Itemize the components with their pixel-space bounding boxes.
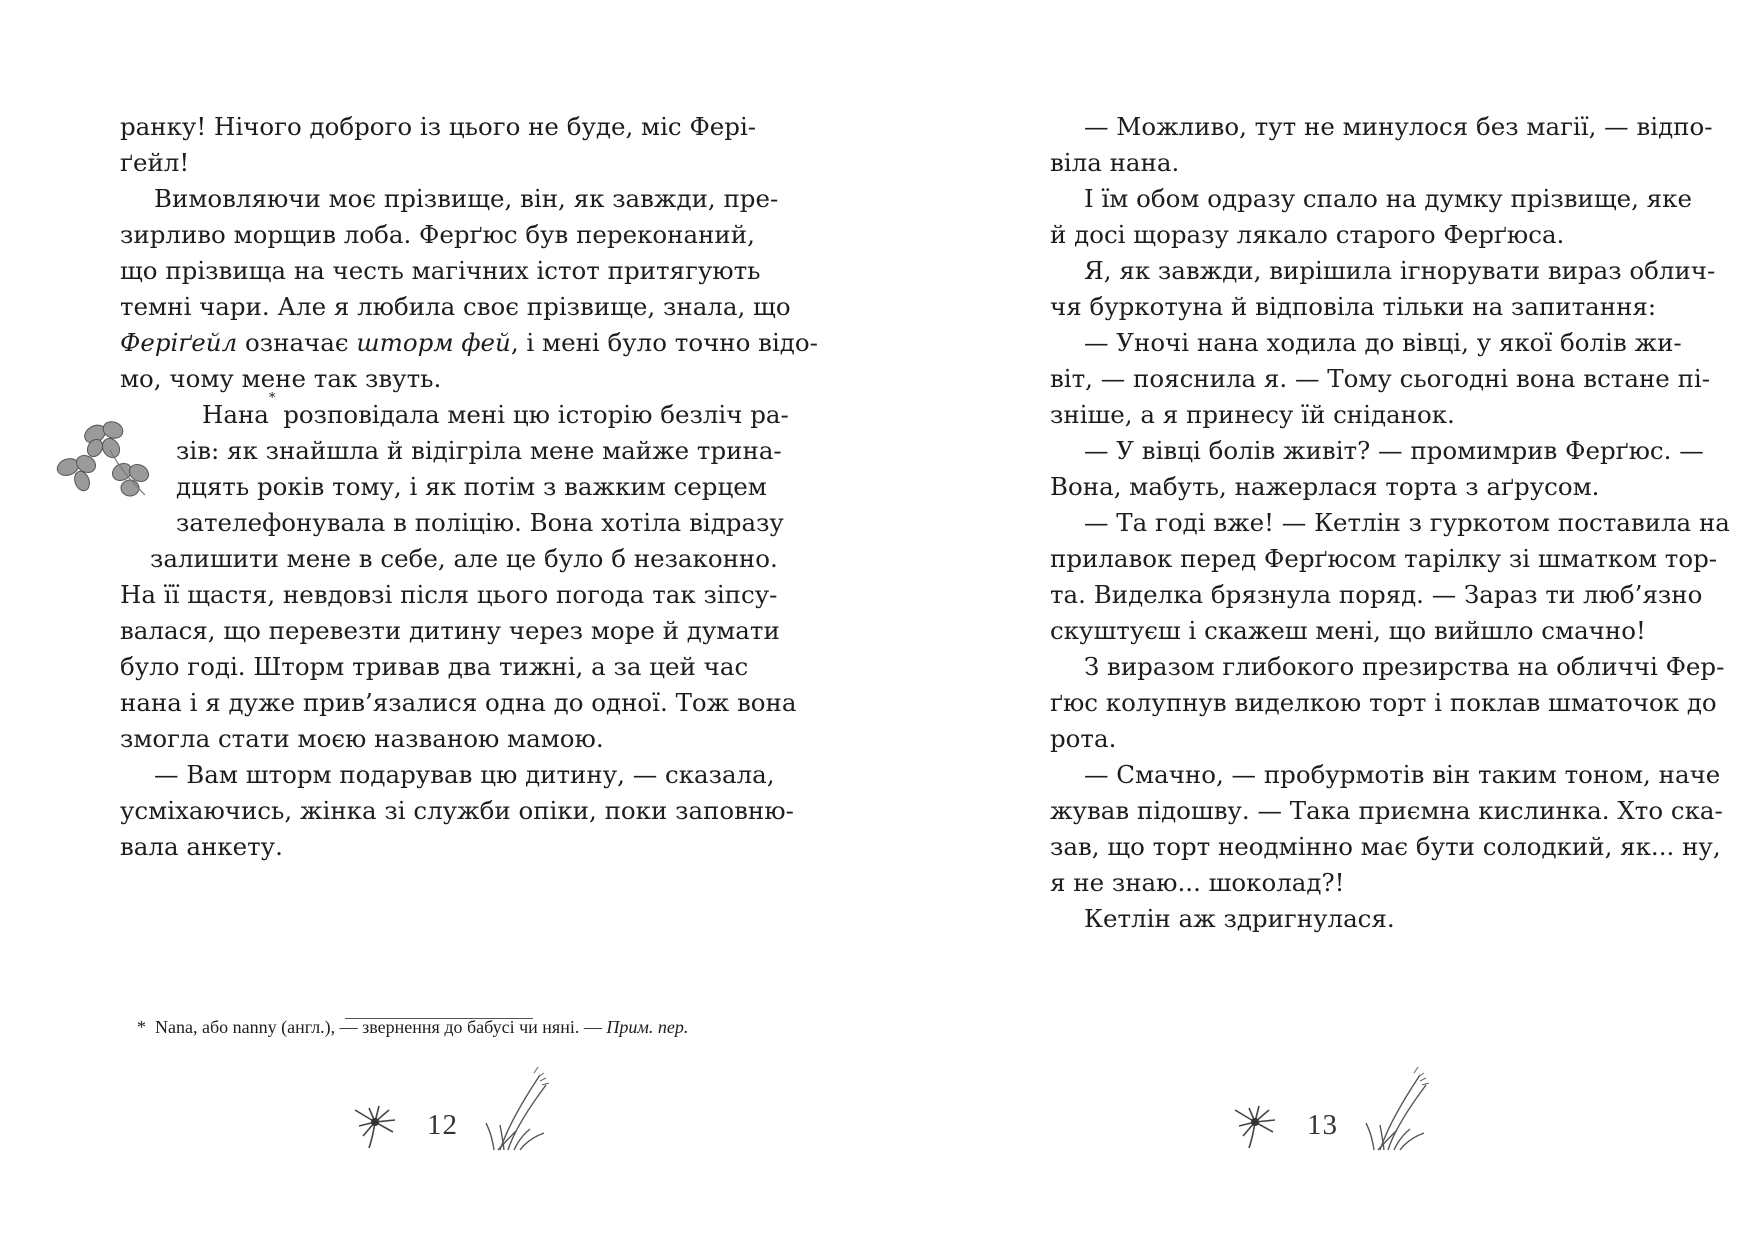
text-line: валася, що перевезти дитину через море й думати [120, 616, 780, 645]
footnote-marker: * [137, 1017, 146, 1037]
text-line: — У вівці болів живіт? — промимрив Ферґюс. — [1084, 436, 1704, 465]
text-line: зав, що торт неодмінно має бути солодкий, як... ну, [1050, 832, 1721, 861]
text-line: нана і я дуже прив’язалися одна до одної. Тож вона [120, 688, 797, 717]
text-fragment: Нана [202, 400, 269, 429]
clover-decoration-icon [50, 410, 170, 510]
text-line: зирливо морщив лоба. Ферґюс був переконаний, [120, 220, 755, 249]
text-line: прилавок перед Ферґюсом тарілку зі шматком тор- [1050, 544, 1718, 573]
text-line: На її щастя, невдовзі після цього погода так зіпсу- [120, 580, 778, 609]
text-line: рота. [1050, 724, 1117, 753]
italic-storm: шторм фей [356, 328, 511, 357]
text-line: ґюс колупнув виделкою торт і поклав шматочок до [1050, 688, 1717, 717]
text-line: зателефонувала в поліцію. Вона хотіла відразу [176, 508, 784, 537]
text-fragment: , і мені було точно відо- [510, 328, 818, 357]
text-line: ранку! Нічого доброго із цього не буде, міс Фері- [120, 112, 757, 141]
text-fragment: означає [245, 328, 349, 357]
page-number: 12 [427, 1108, 458, 1141]
text-line: мо, чому мене так звуть. [120, 364, 442, 393]
text-line: — Можливо, тут не минулося без магії, — відпо- [1084, 112, 1713, 141]
text-line: вала анкету. [120, 832, 283, 861]
text-line: чя буркотуна й відповіла тільки на запитання: [1050, 292, 1657, 321]
text-line [120, 324, 818, 362]
text-line: й досі щоразу лякало старого Ферґюса. [1050, 220, 1565, 249]
footnote-italic: Прим. пер. [606, 1017, 689, 1037]
text-line: — Та годі вже! — Кетлін з гуркотом поставила на [1084, 508, 1730, 537]
text-line: — Смачно, — пробурмотів він таким тоном, наче [1084, 760, 1721, 789]
text-line: — Уночі нана ходила до вівці, у якої болів жи- [1084, 328, 1682, 357]
text-line: та. Виделка брязнула поряд. — Зараз ти люб’язно [1050, 580, 1703, 609]
text-line: віт, — пояснила я. — Тому сьогодні вона встане пі- [1050, 364, 1711, 393]
text-line: Вона, мабуть, нажерлася торта з аґрусом. [1050, 472, 1600, 501]
text-line: Я, як завжди, вирішила ігнорувати вираз облич- [1084, 256, 1716, 285]
page-footer-left [345, 1095, 560, 1155]
text-line: дцять років тому, і як потім з важким серцем [176, 472, 767, 501]
text-line: З виразом глибокого презирства на обличчі Фер- [1084, 652, 1725, 681]
text-line: — Вам шторм подарував цю дитину, — сказала, [154, 760, 775, 789]
footnote [137, 1010, 737, 1044]
text-line: скуштуєш і скажеш мені, що вийшло смачно! [1050, 616, 1646, 645]
footnote-text: Nana, або nanny (англ.), — звернення до бабусі чи няні. — [155, 1017, 602, 1037]
text-line: усміхаючись, жінка зі служби опіки, поки заповню- [120, 796, 794, 825]
text-fragment: розповідала мені цю історію безліч ра- [283, 400, 789, 429]
text-line: Кетлін аж здригнулася. [1084, 904, 1395, 933]
text-line: я не знаю... шоколад?! [1050, 868, 1345, 897]
dandelion-icon [345, 1100, 405, 1150]
text-line: І їм обом одразу спало на думку прізвище, яке [1084, 184, 1692, 213]
text-line: Вимовляючи моє прізвище, він, як завжди, пре- [154, 184, 779, 213]
text-line: зніше, а я принесу їй сніданок. [1050, 400, 1455, 429]
text-line: змогла стати моєю названою мамою. [120, 724, 604, 753]
text-line: було годі. Шторм тривав два тижні, а за цей час [120, 652, 749, 681]
text-line: ґейл! [120, 148, 190, 177]
text-line [202, 391, 789, 434]
text-line: віла нана. [1050, 148, 1180, 177]
italic-surname: Феріґейл [120, 328, 238, 357]
text-line: залишити мене в себе, але це було б незаконно. [150, 544, 778, 573]
text-line: зів: як знайшла й відігріла мене майже трина- [176, 436, 782, 465]
page-footer-right [1225, 1095, 1440, 1155]
footnote-marker: * [268, 391, 276, 406]
grass-tuft-icon [480, 1065, 560, 1155]
page-number: 13 [1307, 1108, 1338, 1141]
grass-tuft-icon [1360, 1065, 1440, 1155]
text-line: темні чари. Але я любила своє прізвище, знала, що [120, 292, 791, 321]
text-line: що прізвища на честь магічних істот притягують [120, 256, 761, 285]
text-line: жував підошву. — Така приємна кислинка. Хто ска- [1050, 796, 1723, 825]
dandelion-icon [1225, 1100, 1285, 1150]
